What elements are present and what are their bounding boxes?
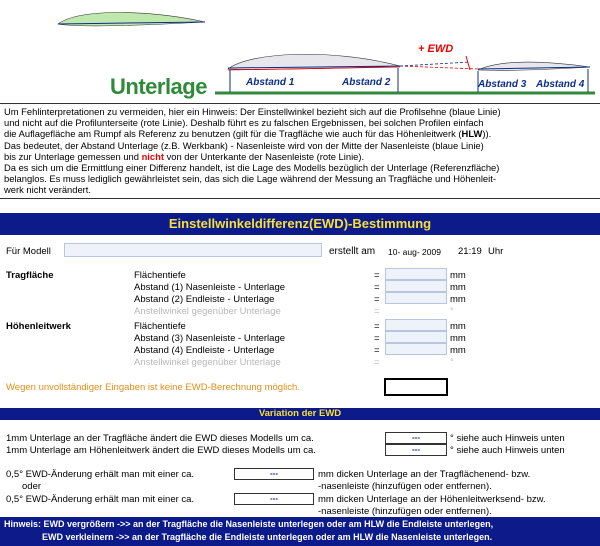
distance-2-label: Abstand 2 <box>342 77 391 88</box>
created-label: erstellt am <box>329 246 376 257</box>
ewd-marker-label: + EWD <box>418 43 454 55</box>
distance-4-label: Abstand 4 <box>536 79 585 90</box>
hint-line-1: Hinweis: EWD vergrößern ->> an der Tragfläche die Nasenleiste unterlegen oder am HLW die Endleiste unterlegen, <box>4 519 494 529</box>
variation-title: Variation der EWD <box>258 408 342 419</box>
tail-le-dist-input[interactable] <box>385 331 447 343</box>
hero-illustration <box>0 0 600 102</box>
hero-title: Unterlage <box>110 74 207 99</box>
model-input[interactable] <box>64 243 322 257</box>
distance-1-label: Abstand 1 <box>246 77 295 88</box>
wing-shim-output: --- <box>234 468 314 480</box>
distance-3-label: Abstand 3 <box>478 79 527 90</box>
wing-te-dist-label: Abstand (2) Endleiste - Unterlage <box>134 294 275 305</box>
tail-chord-label: Flächentiefe <box>134 321 186 332</box>
incomplete-warning: Wegen unvollständiger Eingaben ist keine EWD-Berechnung möglich. <box>6 382 300 393</box>
or-label: oder <box>22 481 42 492</box>
form-title-band <box>0 213 600 235</box>
tail-le-dist-label: Abstand (3) Nasenleiste - Unterlage <box>134 333 286 344</box>
wing-variation-output: --- <box>385 432 447 444</box>
tail-chord-input[interactable] <box>385 319 447 331</box>
tail-te-dist-input[interactable] <box>385 343 447 355</box>
wing-angle-label: Anstellwinkel gegenüber Unterlage <box>134 306 281 317</box>
variation-band <box>0 408 600 420</box>
wing-shim-text: 0,5° EWD-Änderung erhält man mit einer ca. <box>6 469 195 480</box>
tail-variation-text: 1mm Unterlage am Höhenleitwerk ändert die EWD dieses Modells um ca. <box>6 445 316 456</box>
hint-line-2: EWD verkleinern ->> an der Tragfläche die Endleiste unterlegen oder am HLW die Nasenleiste unterlegen. <box>42 532 493 542</box>
form-title: Einstellwinkeldifferenz(EWD)-Bestimmung <box>168 216 432 231</box>
wing-le-dist-input[interactable] <box>385 280 447 292</box>
created-date: 10- aug- 2009 <box>388 247 441 257</box>
tail-te-dist-label: Abstand (4) Endleiste - Unterlage <box>134 345 275 356</box>
wing-chord-input[interactable] <box>385 268 447 280</box>
wing-variation-text: 1mm Unterlage an der Tragfläche ändert die EWD dieses Modells um ca. <box>6 433 314 444</box>
tail-heading: Höhenleitwerk <box>6 321 71 332</box>
wing-chord-label: Flächentiefe <box>134 270 186 281</box>
ewd-result-box <box>384 378 448 396</box>
hint-band <box>0 517 600 546</box>
wing-heading: Tragfläche <box>6 270 54 281</box>
tail-shim-output: --- <box>234 493 314 505</box>
wing-te-dist-input[interactable] <box>385 292 447 304</box>
time-unit: Uhr <box>488 246 504 257</box>
model-label: Für Modell <box>6 246 51 257</box>
created-time: 21:19 <box>458 246 482 257</box>
tail-shim-text: 0,5° EWD-Änderung erhält man mit einer ca. <box>6 494 195 505</box>
wing-le-dist-label: Abstand (1) Nasenleiste - Unterlage <box>134 282 286 293</box>
tail-angle-label: Anstellwinkel gegenüber Unterlage <box>134 357 281 368</box>
intro-text: Um Fehlinterpretationen zu vermeiden, hier ein Hinweis: Der Einstellwinkel bezieht sich auf die Profilsehne (blaue Linie) und nicht auf die Profilunterseite (rote Linie). Deshalb führt es zu falschen Ergebnissen, bei solchen Profilen einfach die Auflagefläche am Rumpf als Referenz zu benutzen (gilt für die Tragfläche wie auch für das Höhenleitwerk (HLW)). Das bedeutet, der Abstand Unterlage (z.B. Werkbank) - Nasenleiste wird von der Mitte der Nasenleiste (blaue Linie) bis zur Unterlage gemessen und nicht von der Unterkante der Nasenleiste (rote Linie). Da es sich um die Ermittlung einer Differenz handelt, ist die Lage des Modells bezüglich der Unterlage (Referenzfläche) belanglos. Es muss lediglich gewährleistet sein, das sich die Lage während der Messung an Tragfläche und Höhenleit- werk nicht verändert. <box>0 103 600 199</box>
tail-variation-output: --- <box>385 444 447 456</box>
